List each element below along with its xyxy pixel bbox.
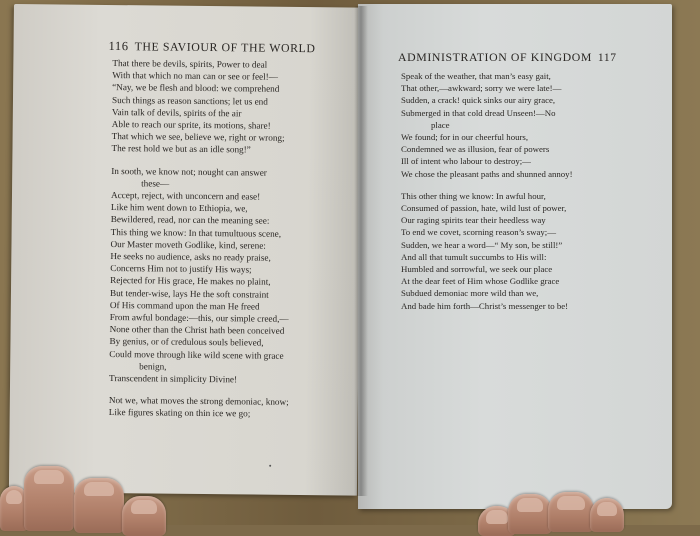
stanza xyxy=(401,70,656,180)
poem-line: Able to reach our sprite, its motions, share! xyxy=(111,119,271,131)
poem-line: But tender-wise, lays He the soft constraint xyxy=(109,287,269,300)
finger-7 xyxy=(548,492,594,532)
poem-line: Vain talk of devils, spirits of the air xyxy=(111,106,242,119)
page-speck xyxy=(269,465,271,467)
poem-line: Accept, reject, with unconcern and ease! xyxy=(110,190,261,202)
poem-line: That other,—awkward; sorry we were late!— xyxy=(401,83,562,94)
poem-line: Like him went down to Ethiopia, we, xyxy=(110,202,248,214)
poem-line: And bade him forth—Christ’s messenger to be! xyxy=(401,300,569,311)
poem-line: We found; for in our cheerful hours, xyxy=(401,132,529,143)
poem-line: Sudden, a crack! quick sinks our airy grace, xyxy=(401,95,556,106)
left-running-title: THE SAVIOUR OF THE WORLD xyxy=(134,39,316,56)
left-page xyxy=(9,4,362,496)
poem-line: Consumed of passion, hate, wild lust of power, xyxy=(401,203,567,214)
poem-line: Transcendent in simplicity Divine! xyxy=(109,373,238,385)
poem-line: In sooth, we know not; nought can answer xyxy=(111,165,267,178)
poem-line: None other than the Christ hath been conceived xyxy=(109,324,285,337)
right-poem-text xyxy=(401,70,656,322)
poem-line: Sudden, we hear a word—“ My son, be still!” xyxy=(401,239,563,250)
left-page-number: 116 xyxy=(108,38,129,54)
poem-line: Could move through like wild scene with grace xyxy=(109,348,284,361)
poem-line: Our raging spirits tear their heedless way xyxy=(401,215,546,226)
poem-line: place xyxy=(431,119,450,130)
poem-line: Of His command upon the man He freed xyxy=(109,299,260,312)
right-running-title: ADMINISTRATION OF KINGDOM xyxy=(398,50,592,64)
left-running-head xyxy=(108,39,315,56)
poem-line: these— xyxy=(141,178,170,189)
poem-line: Our Master moveth Godlike, kind, serene: xyxy=(110,238,266,251)
poem-line: Speak of the weather, that man’s easy gait, xyxy=(401,71,551,81)
poem-line: Not we, what moves the strong demoniac, know; xyxy=(108,395,289,408)
poem-line: “Nay, we be flesh and blood: we comprehend xyxy=(112,82,280,95)
poem-line: From awful bondage:—this, our simple creed,— xyxy=(109,312,289,324)
poem-line: With that which no man can or see or feel!— xyxy=(112,70,279,82)
open-book xyxy=(6,0,674,525)
stanza xyxy=(109,394,349,421)
poem-line: This thing we know: In that tumultuous scene, xyxy=(110,226,282,239)
poem-line: This other thing we know: In awful hour, xyxy=(401,190,546,201)
stanza xyxy=(109,165,351,387)
poem-line: Bewildered, read, nor can the meaning see: xyxy=(110,214,270,227)
poem-line: That there be devils, spirits, Power to deal xyxy=(112,58,268,70)
right-running-head xyxy=(398,50,617,65)
right-page xyxy=(358,4,672,509)
book-gutter xyxy=(354,6,368,496)
poem-line: benign, xyxy=(139,361,167,372)
poem-line: To end we covet, scorning reason’s sway;— xyxy=(401,227,557,238)
stanza xyxy=(401,190,656,312)
stanza xyxy=(111,57,352,157)
poem-line: Condemned we as illusion, fear of powers xyxy=(401,144,550,155)
poem-line: Submerged in that cold dread Unseen!—No xyxy=(401,107,556,118)
finger-2 xyxy=(24,466,74,531)
poem-line: Humbled and sorrowful, we seek our place xyxy=(401,264,553,275)
poem-line: Like figures skating on thin ice we go; xyxy=(108,407,251,419)
poem-line: He seeks no audience, asks no ready praise, xyxy=(110,251,271,263)
poem-line: We chose the pleasant paths and shunned annoy! xyxy=(401,168,573,179)
poem-line: That which we see, believe we, right or wrong; xyxy=(111,131,285,144)
poem-line: Concerns Him not to justify His ways; xyxy=(110,263,252,275)
finger-4 xyxy=(122,496,166,536)
poem-line: And all that tumult succumbs to His will: xyxy=(401,251,547,262)
finger-6 xyxy=(508,494,552,534)
right-page-number: 117 xyxy=(597,52,617,64)
finger-8 xyxy=(590,498,624,532)
poem-line: Subdued demoniac more wild than we, xyxy=(401,288,539,299)
left-poem-text xyxy=(109,57,353,431)
poem-line: By genius, or of credulous souls believed, xyxy=(109,336,264,349)
poem-line: At the dear feet of Him whose Godlike grace xyxy=(401,276,560,287)
poem-line: Such things as reason sanctions; let us end xyxy=(111,94,268,107)
poem-line: Rejected for His grace, He makes no plaint, xyxy=(110,275,271,288)
poem-line: The rest hold we but as an idle song!” xyxy=(111,143,251,155)
poem-line: Ill of intent who labour to destroy;— xyxy=(401,156,531,167)
